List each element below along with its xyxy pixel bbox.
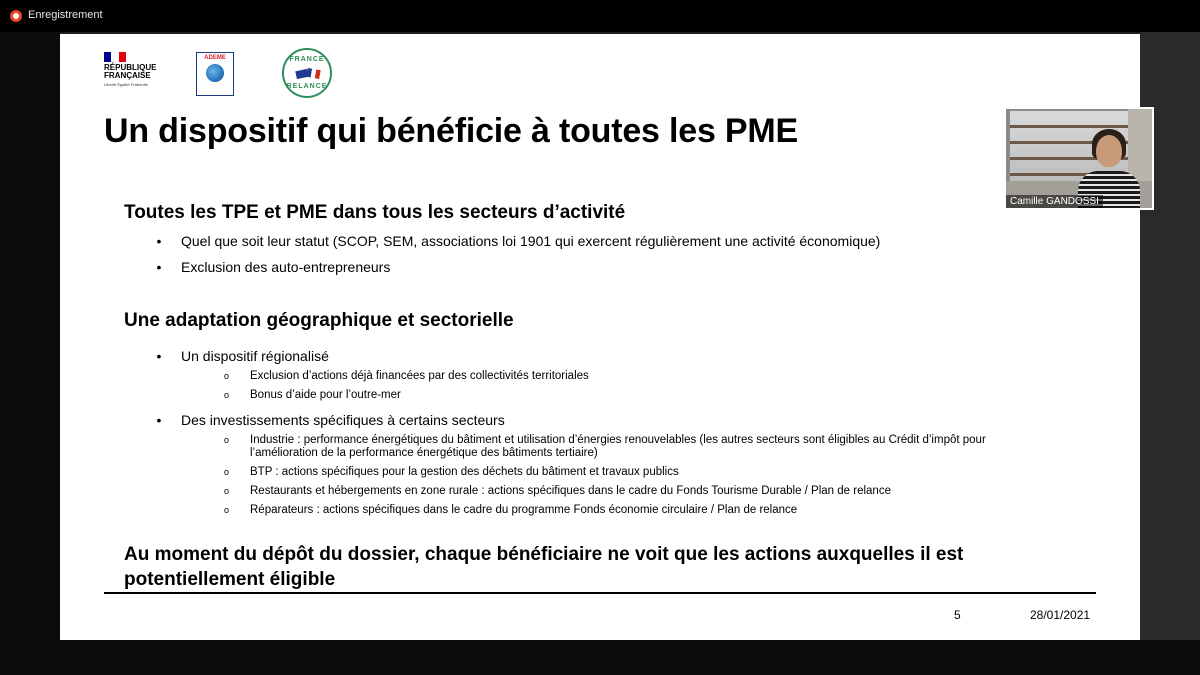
ademe-name: ADEME [204,55,226,61]
recording-icon [10,10,22,22]
bullet-icon: • [156,259,162,275]
bullet-icon: • [156,412,162,428]
sub-bullet-text: Bonus d’aide pour l’outre-mer [250,389,401,401]
section-title-2: Une adaptation géographique et sectorielle [124,310,514,331]
recording-bar [0,0,1200,32]
sub-bullet-text: BTP : actions spécifiques pour la gestion des déchets du bâtiment et travaux publics [250,466,679,478]
france-relance-bottom: RELANCE [286,83,328,90]
slide-title: Un dispositif qui bénéficie à toutes les PME [104,112,798,150]
sub-bullet-text: Restaurants et hébergements en zone rurale : actions spécifiques dans le cadre du Fonds Tourisme Durable / Plan de relance [250,485,891,497]
participant-video-tile[interactable] [1004,107,1154,210]
bullet-text: Un dispositif régionalisé [181,348,329,364]
republique-line1: RÉPUBLIQUE [104,63,157,72]
sub-bullet-icon: o [224,390,230,400]
marianne-flag-icon [104,52,126,62]
section-title-1: Toutes les TPE et PME dans tous les secteurs d’activité [124,202,626,223]
slide-date: 28/01/2021 [1030,608,1091,622]
republique-motto: Liberté Égalité Fraternité [104,82,148,87]
republique-line2: FRANÇAISE [104,71,151,80]
sub-bullet-icon: o [224,505,230,515]
france-relance-top: FRANCE [289,56,325,63]
bottom-margin [0,640,1200,675]
republique-francaise-logo [104,52,164,102]
sub-bullet-icon: o [224,371,230,381]
bullet-text: Des investissements spécifiques à certains secteurs [181,412,505,428]
sub-bullet-text: Exclusion d’actions déjà financées par des collectivités territoriales [250,370,589,382]
participant-name: Camille GANDOSSI [1006,195,1103,210]
sub-bullet-text: Réparateurs : actions spécifiques dans le cadre du programme Fonds économie circulaire / Plan de relance [250,504,798,516]
bullet-icon: • [156,348,162,364]
bullet-text: Exclusion des auto-entrepreneurs [181,259,391,275]
closing-statement: Au moment du dépôt du dossier, chaque bénéficiaire ne voit que les actions auxquelles il est potentiellement éligible [124,544,964,590]
participant-face [1096,135,1122,167]
ademe-logo [196,52,234,96]
flags-icon [296,68,320,80]
recording-label: Enregistrement [28,9,103,21]
bullet-icon: • [156,233,162,249]
bullet-text: Quel que soit leur statut (SCOP, SEM, associations loi 1901 qui exercent régulièrement une activité économique) [181,233,881,249]
globe-icon [206,64,224,82]
sub-bullet-icon: o [224,486,230,496]
sub-bullet-text: Industrie : performance énergétiques du bâtiment et utilisation d’énergies renouvelables (les autres secteurs sont éligibles au Crédit d’impôt pour l’amélioration de la performance énergétique des bâtiments tertiaire) [250,434,986,459]
shared-slide [60,34,1140,640]
page-number: 5 [954,608,961,622]
footer-divider [104,592,1096,594]
sub-bullet-icon: o [224,467,230,477]
sub-bullet-icon: o [224,435,230,445]
france-relance-logo [282,48,332,98]
left-margin [0,32,60,675]
